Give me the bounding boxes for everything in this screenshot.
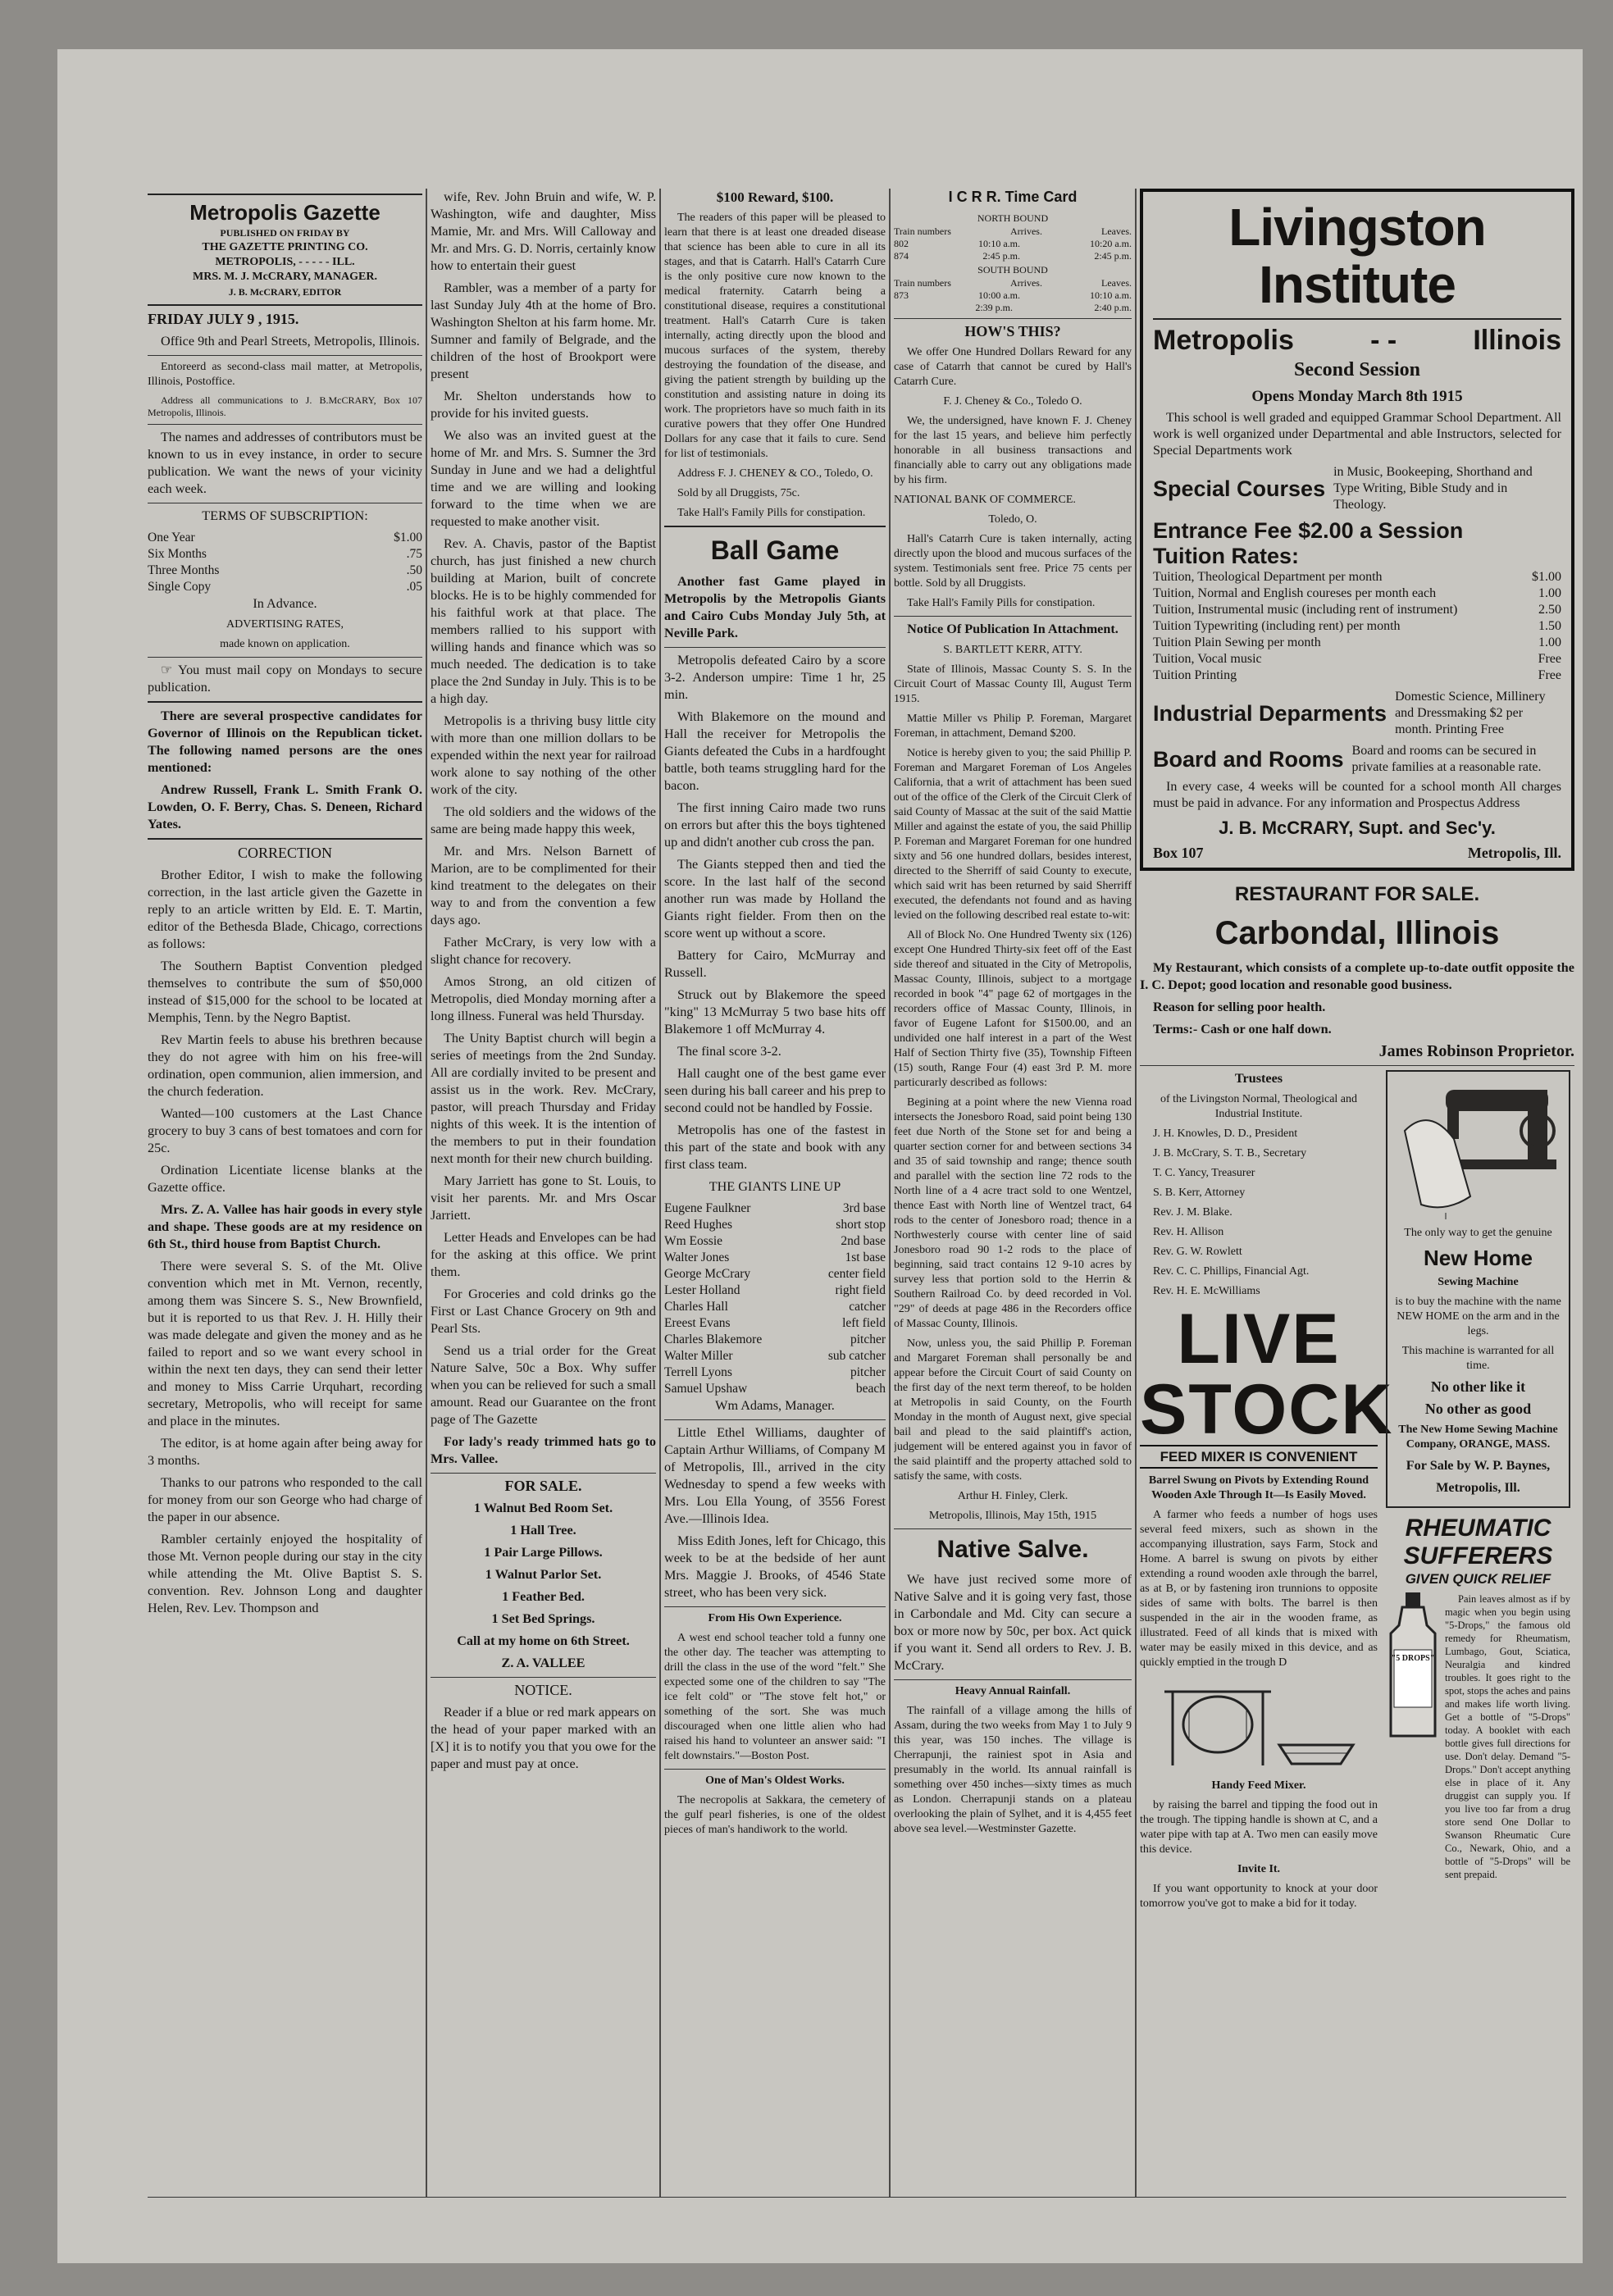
article-paragraph: Little Ethel Williams, daughter of Captain Arthur Williams, of Company M of Metropolis, Ill., arrived in the city Wednesday to spend a few weeks with Mrs. Lou Ella Young, of 3556 Forest Ave.—Illinois Idea. [664,1425,886,1526]
bank-city: Toledo, O. [988,513,1037,526]
article-paragraph: Hall caught one of the best game ever seen during his ball career and his prep to second could not be handled by Fossie. [664,1066,886,1115]
article-paragraph: For Groceries and cold drinks go the First or Last Chance Grocery on 9th and Pearl Sts. [431,1287,656,1336]
experience-heading: From His Own Experience. [708,1612,842,1624]
article-paragraph: Rev. A. Chavis, pastor of the Baptist church, has just finished a new church building at Marion, built of concrete blocks. He is to be highly commended for his faithful work at that place. The members rallied to his support with willing hands and finance which was so much needed. The dedication is to take place the 2nd Sunday in July. This is to be a high day. [431,536,656,706]
article-paragraph: There were several S. S. of the Mt. Olive convention which met in Mt. Vernon, recently, among them was Sincere S. S., New Brownfield, but it is reported to us that Rev. J. H. Hilly their was made delegate and given the money and as he failed to report and so we want every school in within the next ten days, they can send their letter and money to Miss Carrie Urquhart, recording secretary, Metropolis, who will receipt for same and place in the minutes. [148,1259,422,1428]
list-item: T. C. Yancy, Treasurer [1153,1167,1255,1179]
table-row: Tuition Plain Sewing per month 1.00 [1153,636,1561,649]
article-paragraph: The first inning Cairo made two runs on errors but after this the boys tightened up and didn't another cub cross the pan. [664,800,886,850]
table-row: Tuition Typewriting (including rent) per month 1.50 [1153,619,1561,633]
article-paragraph: For lady's ready trimmed hats go to Mrs. Vallee. [431,1434,656,1466]
board-rooms [1153,743,1561,776]
list-item: 1 Set Bed Springs. [491,1611,595,1626]
vallee-notice: Mrs. Z. A. Vallee has hair goods in every style and shape. These goods are at my residence on 6th St., third house from Baptist Church. [148,1202,422,1251]
new-home-ad [1386,1070,1570,1508]
opens-label: Opens Monday March 8th 1915 [1251,388,1463,405]
table-row: Tuition, Normal and English coureses per month each 1.00 [1153,586,1561,600]
clerk-signature: Arthur H. Finley, Clerk. [957,1490,1068,1502]
ball-game-heading: Ball Game [710,535,840,565]
column-4 [894,189,1132,1842]
city-dash: - - [1370,325,1397,356]
masthead-title: Metropolis Gazette [189,200,380,225]
correction-heading: CORRECTION [237,845,332,861]
list-item: 1 Pair Large Pillows. [484,1545,603,1560]
list-item: Rev. C. C. Phillips, Financial Agt. [1153,1265,1310,1278]
new-home-warranty: This machine is warranted for all time. [1401,1345,1555,1372]
masthead-manager: MRS. M. J. McCRARY, MANAGER. [193,271,377,283]
board-text: Board and rooms can be secured in private families at a reasonable rate. [1351,744,1542,774]
industrial-departments [1153,689,1561,738]
list-item: 1 Hall Tree. [510,1523,576,1538]
trustees-heading: Trustees [1234,1071,1283,1086]
masthead-company: THE GAZETTE PRINTING CO. [202,241,368,253]
new-home-brand: New Home [1424,1246,1533,1270]
table-row: 873 10:00 a.m. 10:10 a.m. [894,289,1132,301]
restaurant-reason: Reason for selling poor health. [1153,1000,1326,1014]
list-item: S. B. Kerr, Attorney [1153,1187,1246,1199]
table-row: Lester Holland right field [664,1283,886,1297]
lineup-heading: THE GIANTS LINE UP [709,1179,841,1194]
sewing-machine-icon [1397,1082,1561,1221]
ball-game-lead: Another fast Game played in Metropolis by the Metropolis Giants and Cairo Cubs Monday July 5th, at Neville Park. [664,574,886,640]
article-paragraph: We also was an invited guest at the home of Mr. and Mrs. S. Sumner the 3rd Sunday in June and we had a delightful time and we are willing and looking forward to the time when we are requested to make another visit. [431,428,656,529]
subscription-heading: TERMS OF SUBSCRIPTION: [202,508,368,523]
new-home-no-other-like: No other like it [1430,1378,1526,1395]
institute-title: Livingston Institute [1228,198,1486,314]
special-courses [1153,464,1561,513]
invite-heading: Invite It. [1237,1863,1281,1875]
article-paragraph: Take Hall's Family Pills for constipation. [907,597,1096,609]
article-paragraph: Mr. and Mrs. Nelson Barnett of Marion, are to be complimented for their kind treatment to the delegates on their way to and from the convention a few days ago. [431,844,656,927]
left-subcolumn [1140,1070,1394,1916]
attachment-attorney: S. BARTLETT KERR, ATTY. [943,644,1082,656]
rheumatic-text: Pain leaves almost as if by magic when you begin using "5-Drops," the famous old remedy for Rheumatism, Lumbago, Gout, Sciatica, Neuralgia and kindred troubles. It goes right to the spot, stops the aches and pains and makes life worth living. Get a bottle of "5-Drops" today. A booklet with each bottle gives full directions for use. Don't delay. Demand "5-Drops." Don't accept anything else in place of it. Any druggist can supply you. If you live too far from a drug store send One Dollar to Swanson Rheumatic Cure Co., Newark, Ohio, and a bottle of "5-Drops" will be sent prepaid. [1445,1593,1570,1880]
oldest-heading: One of Man's Oldest Works. [705,1774,845,1787]
lineup-table [664,1200,886,1397]
table-row: Walter Jones 1st base [664,1250,886,1264]
column-rule [1135,189,1137,2198]
special-courses-text: in Music, Bookeeping, Shorthand and Type Writing, Bible Study and in Theology. [1333,465,1533,512]
table-row: Ereest Evans left field [664,1316,886,1330]
names-notice: The names and addresses of contributors must be known to us in evey instance, in order to secure publication. We want the news of your vicinity each week. [148,430,422,496]
article-paragraph: Metropolis defeated Cairo by a score 3-2. Anderson umpire: Time 1 hr, 25 min. [664,653,886,702]
restaurant-city: Carbondal, Illinois [1214,915,1500,951]
rainfall-heading: Heavy Annual Rainfall. [955,1685,1071,1697]
industrial-heading: Industrial Deparments [1153,700,1387,726]
bottle-label: "5 DROPS" [1391,1654,1435,1663]
article-paragraph: Amos Strong, an old citizen of Metropolis, died Monday morning after a long illness. Funeral was held Thursday. [431,974,656,1023]
notice-text: Reader if a blue or red mark appears on the head of your paper marked with an [X] it is to notify you that you owe for the paper and must pay at once. [431,1705,656,1771]
attachment-notice-heading: Notice Of Publication In Attachment. [907,622,1119,636]
institute-intro: This school is well graded and equipped Grammar School Department. All work is well organized under Departmental and able Instructors, selected for Special Departments work [1153,411,1561,458]
list-item: Rev. H. E. McWilliams [1153,1285,1260,1297]
feed-mixer-illustration [1156,1675,1361,1774]
clerk-date: Metropolis, Illinois, May 15th, 1915 [928,1510,1097,1522]
issue-date: FRIDAY JULY 9 , 1915. [148,311,299,327]
restaurant-signature: James Robinson Proprietor. [1378,1042,1574,1060]
restaurant-text: My Restaurant, which consists of a complete up-to-date outfit opposite the I. C. Depot; good location and resonable good business. [1140,960,1574,992]
table-row: Tuition Printing Free [1153,668,1561,682]
list-item: 1 Feather Bed. [502,1589,585,1604]
table-row: Wm Eossie 2nd base [664,1234,886,1248]
article-paragraph: Father McCrary, is very low with a slight chance for recovery. [431,935,656,967]
tuition-heading: Tuition Rates: [1153,544,1299,568]
reward-text: The readers of this paper will be pleased to learn that there is at least one dreaded disease that science has been able to cure in all its stages, and that is Catarrh. Hall's Catarrh Cure is the only positive cure now known to the medical fraternity. Catarrh being a constitutional disease, requires a constitutional treatment. Hall's Catarrh Cure is taken internally, acting directly upon the blood and mucous surfaces of the system, thereby destroying the foundation of the disease, and giving the patient strength by building up the constitution and assisting nature in doing its work. The proprietors have so much faith in its curative powers that they offer One Hundred Dollars for any case that it fails to cure. Send for list of testimonials. [664,212,886,460]
reward-heading: $100 Reward, $100. [716,189,834,205]
livestock-line-2: STOCK [1140,1370,1394,1449]
table-row: Terrell Lyons pitcher [664,1365,886,1379]
special-courses-heading: Special Courses [1153,476,1326,501]
mail-copy-notice: ☞ You must mail copy on Mondays to secure publication. [148,663,422,695]
right-subcolumn [1386,1070,1570,1916]
trustees-sub: of the Livingston Normal, Theological and Industrial Institute. [1160,1093,1358,1120]
list-item: J. B. McCrary, S. T. B., Secretary [1153,1147,1307,1159]
new-home-buy: is to buy the machine with the name NEW HOME on the arm and in the legs. [1395,1296,1561,1337]
feed-mixer-text: A farmer who feeds a number of hogs uses several feed mixers, such as shown in the accompanying illustration, says Farm, Stock and Home. A barrel is swung on pivots by either extending a round wooden axle through the barrel, as at B, or by fastening iron trunnions to opposite sides of same with bolts. The barrel is then suspended in the air in the wooden frame, as illustrated. Feed of all kinds that is mixed with water may be easily mixed in this device, and as quickly emptied in the trough D [1140,1509,1378,1669]
advertising-text: made known on application. [220,638,350,650]
article-paragraph: Metropolis is a thriving busy little city with more than one million dollars to be expended within the next year for railroad work alone to say nothing of the other work of the city. [431,713,656,797]
subscription-row: Single Copy .05 [148,580,422,594]
article-paragraph: Hall's Catarrh Cure is taken internally, acting directly upon the blood and mucous surfaces of the system. Testimonials sent free. Price 75 cents per bottle. Sold by all Druggists. [894,533,1132,590]
article-paragraph: Mary Jarriett has gone to St. Louis, to visit her parents. Mr. and Mrs Oscar Jarriett. [431,1173,656,1223]
article-paragraph: The editor, is at home again after being away for 3 months. [148,1436,422,1468]
north-bound-label: NORTH BOUND [977,212,1049,224]
native-salve-heading: Native Salve. [936,1536,1089,1563]
industrial-text: Domestic Science, Millinery and Dressmaking $2 per month. Printing Free [1395,690,1546,736]
table-row: Tuition, Instrumental music (including rent of instrument) 2.50 [1153,603,1561,617]
bank-name: NATIONAL BANK OF COMMERCE. [894,494,1076,506]
time-card-heading: I C R R. Time Card [948,189,1078,205]
article-paragraph: Wanted—100 customers at the Last Chance grocery to buy 3 cans of best tomatoes and corn for 25c. [148,1106,422,1155]
list-item: 1 Walnut Bed Room Set. [473,1501,613,1515]
rheumatic-heading-1: RHEUMATIC [1405,1515,1551,1542]
reward-pills: Take Hall's Family Pills for constipation. [677,507,866,519]
lower-right-ads [1140,1070,1574,1916]
article-paragraph: Metropolis has one of the fastest in this part of the state and book with any first class team. [664,1123,886,1172]
experience-text: A west end school teacher told a funny one the other day. The teacher was attempting to drill the class in the use of the word "felt." She expected some one of the children to say "The ice felt cold" or "The stove felt hot," or something of the sort. She was much discouraged when one little alien who had raised his hand to volunteer an answer said: "I felt downstairs."—Boston Post. [664,1632,886,1762]
rheumatic-ad [1386,1515,1570,1886]
article-paragraph: The final score 3-2. [677,1044,781,1059]
article-paragraph: We, the undersigned, have known F. J. Cheney for the last 15 years, and believe him perfectly honorable in all business transactions and financially able to carry out any obligations made by his firm. [894,415,1132,486]
feed-mixer-caption: Handy Feed Mixer. [1211,1779,1306,1792]
city-left: Metropolis [1153,325,1294,356]
list-item: Rev. J. M. Blake. [1153,1206,1233,1219]
article-paragraph: Letter Heads and Envelopes can be had for the asking at this office. We print them. [431,1230,656,1279]
column-1 [148,189,422,1622]
column-5 [1140,189,1574,1916]
lineup-manager: Wm Adams, Manager. [715,1398,835,1413]
masthead-editor: J. B. McCRARY, EDITOR [228,286,342,298]
table-row: 802 10:10 a.m. 10:20 a.m. [894,238,1132,249]
column-2 [431,189,656,1778]
article-paragraph: Mattie Miller vs Philip P. Foreman, Margaret Foreman, in attachment, Demand $200. [894,713,1132,740]
table-row: Tuition, Vocal music Free [1153,652,1561,666]
table-row: Tuition, Theological Department per month $1.00 [1153,570,1561,584]
article-paragraph: Now, unless you, the said Phillip P. Foreman and Margaret Foreman shall personally be and appear before the Circuit Court of said County on the first day of the next term thereof, to be holden at Metropolis in said County, on the Fourth Monday in the month of August next, give special bail and plead to the said plaintiff's action, judgement will be entered against you in favor of the said plaintiff and the property attached sold to satisfy the same, with costs. [894,1337,1132,1483]
article-paragraph: Thanks to our patrons who responded to the call for money from our son George who had charge of the paper in our absence. [148,1475,422,1524]
session-label: Second Session [1293,359,1421,380]
masthead-publisher: PUBLISHED ON FRIDAY BY [220,227,350,239]
subscription-table [148,530,422,595]
native-salve-text: We have just recived some more of Native Salve and it is going very fast, those in Carbondale and Md. City can secure a box or more now by 50c, per box. Act quick if you want it. Send all orders to Rev. J. B. McCrary. [894,1572,1132,1673]
feed-mixer-banner: FEED MIXER IS CONVENIENT [1140,1445,1378,1469]
institute-address: Box 107 Metropolis, Ill. [1153,845,1561,861]
new-home-machine: Sewing Machine [1438,1276,1519,1288]
subscription-row: Six Months .75 [148,547,422,561]
trustees-list [1140,1127,1378,1299]
oldest-text: The necropolis at Sakkara, the cemetery of the gulf pearl fisheries, is one of the oldest pieces of man's handiwork to the world. [664,1794,886,1836]
for-sale-name: Z. A. VALLEE [501,1656,586,1670]
rheumatic-heading-2: SUFFERERS [1403,1542,1553,1569]
pointing-hand-icon: ☞ [161,663,179,677]
article-paragraph: The Unity Baptist church will begin a series of meetings from the 2nd Sunday. All are cordially invited to be present and assist us in the work. Rev. McCrary, pastor, will preach Thursday and Friday nights of this week. It is the intention of the members to put in their foundation next month for their new church building. [431,1031,656,1166]
for-sale-list [431,1500,656,1672]
new-home-city: Metropolis, Ill. [1436,1480,1520,1495]
table-row: Samuel Upshaw beach [664,1382,886,1396]
list-item: Rev. G. W. Rowlett [1153,1246,1242,1258]
newspaper-page [57,49,1583,2263]
livestock-line-1: LIVE [1177,1300,1341,1378]
rheumatic-heading-3: GIVEN QUICK RELIEF [1405,1571,1551,1587]
article-paragraph: Mr. Shelton understands how to provide for his invited guests. [431,389,656,421]
bottom-rule [148,2197,1566,2198]
article-paragraph: Struck out by Blakemore the speed "king" 13 McMurray 5 two base hits off Blakemore 1 off McMurray 4. [664,987,886,1036]
subscription-row: Three Months .50 [148,563,422,577]
new-home-sale: For Sale by W. P. Baynes, [1406,1458,1551,1473]
institute-city [1153,325,1561,357]
advertising-heading: ADVERTISING RATES, [226,618,344,631]
correction-article: Brother Editor, I wish to make the following correction, in the last article given the Gazette in reply to an article written by Eld. E. T. Martin, editor of the Bethesda Blade, Chicago, corrections as follows: [148,868,422,951]
article-paragraph: The old soldiers and the widows of the same are being made happy this week, [431,804,656,836]
tuition-table [1153,569,1561,684]
board-heading: Board and Rooms [1153,746,1344,772]
article-paragraph: Notice is hereby given to you; the said Phillip P. Foreman and Margaret Foreman of Los Angeles California, that a writ of attachment has been sued out of the office of the Clerk of the Circuit Clerk of said County of Massac at the suit of the said Mattie Miller and against the estate of you, the said Phillip P. Foreman and Margaret Foreman for one hundred sixty and 56 one hundred dollars, besides interest, directed to the Sherriff of said County to execute, which said writ has been returned by said Sherriff executed, the defendants not found and as having levied on the following described real estate to-wit: [894,747,1132,922]
article-paragraph: Miss Edith Jones, left for Chicago, this week to be at the bedside of her aunt Mrs. Maggie J. Brooks, of 4546 State street, who has been very sick. [664,1533,886,1600]
restaurant-terms: Terms:- Cash or one half down. [1153,1022,1332,1036]
candidates-article: There are several prospective candidates for Governor of Illinois on the Republican ticket. The following named persons are the ones mentioned: [148,708,422,775]
for-sale-call: Call at my home on 6th Street. [457,1633,630,1648]
column-rule [889,189,891,2198]
table-row: Walter Miller sub catcher [664,1349,886,1363]
for-sale-heading: FOR SALE. [504,1478,582,1494]
article-paragraph: The Southern Baptist Convention pledged themselves to contribute the sum of $50,000 instead of $15,000 for the school to be located at Memphis, Tenn. by the Negro Baptist. [148,959,422,1025]
bottle-icon [1386,1592,1440,1886]
article-paragraph: With Blakemore on the mound and Hall the receiver for Metropolis the Giants defeated the Cubs in a hardfought battle, both teams struggling hard for the bacon. [664,709,886,793]
candidates-names: Andrew Russell, Frank L. Smith Frank O. Lowden, O. F. Berry, Chas. S. Deneen, Richard Yates. [148,782,422,831]
table-row: 874 2:45 p.m. 2:45 p.m. [894,250,1132,262]
article-paragraph: Rev Martin feels to abuse his brethren because they do not agree with him on his free-will ordination, open communion, alien immersion, and the church federation. [148,1032,422,1099]
article-paragraph: Rambler certainly enjoyed the hospitality of those Mt. Vernon people during our stay in the city while attending the Mt. Olive Baptist S. S. convention. Rev. Johnson Long and daughter Helen, Rev. Lev. Thompson and [148,1532,422,1615]
new-home-no-other-as-good: No other as good [1424,1401,1532,1417]
table-row: Reed Hughes short stop [664,1218,886,1232]
city-right: Illinois [1473,325,1561,356]
article-paragraph: We offer One Hundred Dollars Reward for any case of Catarrh that cannot be cured by Hall's Catarrh Cure. [894,346,1132,388]
article-paragraph: Send us a trial order for the Great Nature Salve, 50c a Box. Why suffer when you can be relieved for such a small amount. Read our Guarantee on the front page of The Gazette [431,1343,656,1427]
hows-signature: F. J. Cheney & Co., Toledo O. [943,395,1082,408]
rainfall-text: The rainfall of a village among the hills of Assam, during the two weeks from May 1 to July 9 this year, was 150 inches. The village is Cherrapunji, the rainiest spot in Asia and presumably in the world. Its annual rainfall is something over 450 inches—sixty times as much as London. Cherrapunji stands on a plateau overlooking the plain of Sylhet, and it is 4,455 feet above sea level.—Westminster Gazette. [894,1705,1132,1835]
article-paragraph: Battery for Cairo, McMurray and Russell. [664,948,886,980]
article-paragraph: All of Block No. One Hundred Twenty six (126) except One Hundred Thirty-six feet off of the East side thereof and situated in the City of Metropolis, Massac County, Illinois, subject to a mortgage recorded in book "4" page 62 of mortgages in the recorders office of Massac County, Illinois, in favor of Eugene Lafont for $1500.00, and an undivided one half interest in a part of the West Half of Section Thirty five (35), Township Fifteen (15) south, Range Four (4) east 3rd P. M. more particurarly described as follows: [894,929,1132,1089]
masthead-place: METROPOLIS, - - - - - ILL. [215,256,355,268]
column-rule [426,189,427,2198]
time-card-table [894,211,1132,314]
reward-address: Address F. J. CHENEY & CO., Toledo, O. [677,467,873,480]
hows-this-heading: HOW'S THIS? [964,323,1061,339]
livingston-institute-ad [1140,189,1574,871]
article-paragraph: wife, Rev. John Bruin and wife, W. P. Washington, wife and daughter, Miss Mamie, Mr. and Mrs. Will Calloway and Mr. and Mrs. G. D. Norris, certainly know how to entertain their guest [431,189,656,273]
article-paragraph: Begining at a point where the new Vienna road intersects the Jonesboro Road, said point being 130 feet due North of the Stone set for and being a quarter section corner for and between sections 34 and 35 of said township and range; thence south and parallel with the section line 72 rods to the North line of a 4 acre tract sold to one Wentzel, thence East with North line of Wentzel tract, 64 rods to the center of Jonesboro road; thence in a Northwesterly course with center line of said Jonesboro road 90 1-2 rods to the place of beginning, said tract contains 12 9-10 acres by survey less that portion sold to the Herrin & Southern Railroad Co. by deed recorded in Vol. "29" of deeds at page 486 in the Recorders office of Massac County, Illinois. [894,1096,1132,1330]
subscription-row: One Year $1.00 [148,531,422,544]
south-bound-label: SOUTH BOUND [977,264,1048,276]
table-row: Train numbers Arrives. Leaves. [894,277,1132,289]
subscription-advance: In Advance. [253,596,317,611]
list-item: 1 Walnut Parlor Set. [485,1567,602,1582]
board-terms: In every case, 4 weeks will be counted for a school month All charges must be paid in advance. For any information and Prospectus Address [1153,780,1561,810]
office-address: Office 9th and Pearl Streets, Metropolis, Illinois. [161,334,420,348]
article-paragraph: Rambler, was a member of a party for last Sunday July 4th at the home of Bro. Washington Shelton at his farm home. Mr. Sumner and family of Belgrade, and the children of the host of Brookport were present [431,280,656,381]
column-3 [664,189,886,1843]
feed-mixer-text-2: by raising the barrel and tipping the food out in the trough. The tipping handle is shown at C, and a water pipe with tap at A. Two men can easily move this device. [1140,1799,1378,1856]
restaurant-ad [1140,882,1574,1060]
column-rule [659,189,661,2198]
article-paragraph: State of Illinois, Massac County S. S. In the Circuit Court of Massac County Ill, August Term 1915. [894,663,1132,705]
new-home-company: The New Home Sewing Machine Company, ORANGE, MASS. [1398,1424,1558,1451]
list-item: Rev. H. Allison [1153,1226,1224,1238]
table-row: Charles Hall catcher [664,1300,886,1314]
table-row: 2:39 p.m. 2:40 p.m. [975,302,1132,313]
table-row: Eugene Faulkner 3rd base [664,1201,886,1215]
table-row: George McCrary center field [664,1267,886,1281]
restaurant-heading: RESTAURANT FOR SALE. [1234,883,1480,905]
feed-mixer-sub: Barrel Swung on Pivots by Extending Round Wooden Axle Through It—Is Easily Moved. [1148,1474,1369,1501]
list-item: J. H. Knowles, D. D., President [1153,1128,1298,1140]
address-notice: Address all communications to J. B.McCRARY, Box 107 Metropolis, Illinois. [148,394,422,418]
article-paragraph: The Giants stepped then and tied the score. In the last half of the second another run was made by Holland the Giants right fielder. From then on the score went up without a score. [664,857,886,941]
institute-signature: J. B. McCRARY, Supt. and Sec'y. [1219,818,1496,838]
invite-text: If you want opportunity to knock at your door tomorrow you've got to make a bid for it today. [1140,1883,1378,1910]
entered-notice: Entoreerd as second-class mail matter, at Metropolis, Illinois, Postoffice. [148,361,422,388]
entrance-fee: Entrance Fee $2.00 a Session [1153,518,1464,543]
table-row: Train numbers Arrives. Leaves. [894,226,1132,237]
table-row: Charles Blakemore pitcher [664,1332,886,1346]
new-home-only: The only way to get the genuine [1404,1227,1552,1239]
livestock-heading [1140,1300,1394,1449]
article-paragraph: Ordination Licentiate license blanks at the Gazette office. [148,1163,422,1195]
reward-sold: Sold by all Druggists, 75c. [677,487,800,499]
notice-heading: NOTICE. [514,1682,572,1698]
